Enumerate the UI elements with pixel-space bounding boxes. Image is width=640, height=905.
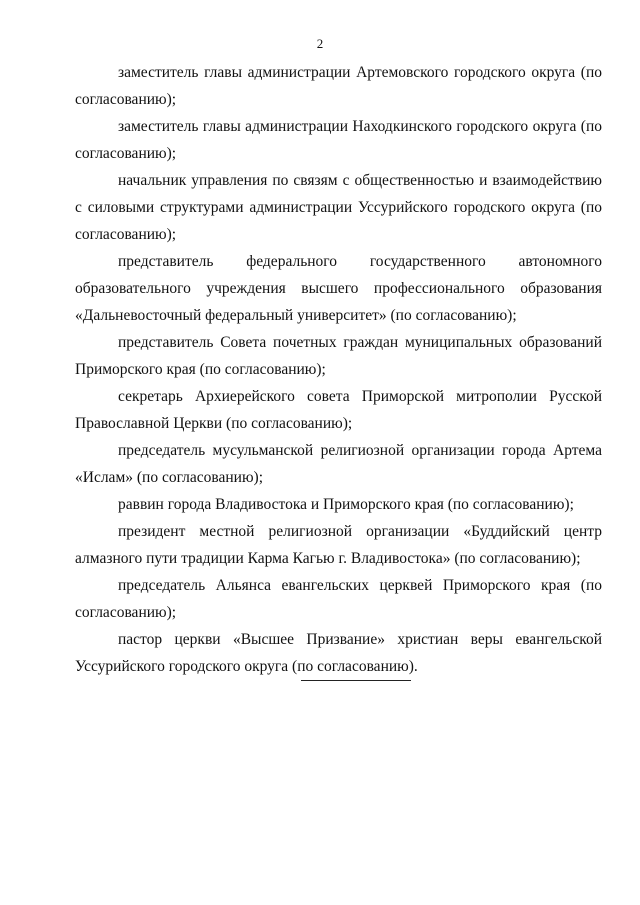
list-item: раввин города Владивостока и Приморского края (по согласованию);: [118, 496, 574, 513]
list-item: заместитель главы администрации Находкинского городского округа (по согласованию);: [75, 118, 602, 162]
list-item: секретарь Архиерейского совета Приморской митрополии Русской Православной Церкви (по согласованию);: [75, 388, 602, 432]
list-item: заместитель главы администрации Артемовского городского округа (по согласованию);: [75, 64, 602, 108]
list-item: начальник управления по связям с общественностью и взаимодействию с силовыми структурами администрации Уссурийского городского округа (по согласованию);: [75, 172, 602, 243]
list-item: представитель Совета почетных граждан муниципальных образований Приморского края (по согласованию);: [75, 334, 602, 378]
list-item: пастор церкви «Высшее Призвание» христиан веры евангельской Уссурийского городского округа (по согласованию).: [75, 631, 602, 675]
end-separator-line: [301, 680, 411, 681]
list-item: представитель федерального государственного автономного образовательного учреждения высшего профессионального образования «Дальневосточный федеральный университет» (по согласованию);: [75, 253, 602, 324]
list-item: председатель Альянса евангельских церквей Приморского края (по согласованию);: [75, 577, 602, 621]
list-item: президент местной религиозной организации «Буддийский центр алмазного пути традиции Карма Кагью г. Владивостока» (по согласованию);: [75, 523, 602, 567]
page-number: 2: [316, 36, 324, 51]
document-body: [75, 59, 602, 680]
list-item: председатель мусульманской религиозной организации города Артема «Ислам» (по согласованию);: [75, 442, 602, 486]
